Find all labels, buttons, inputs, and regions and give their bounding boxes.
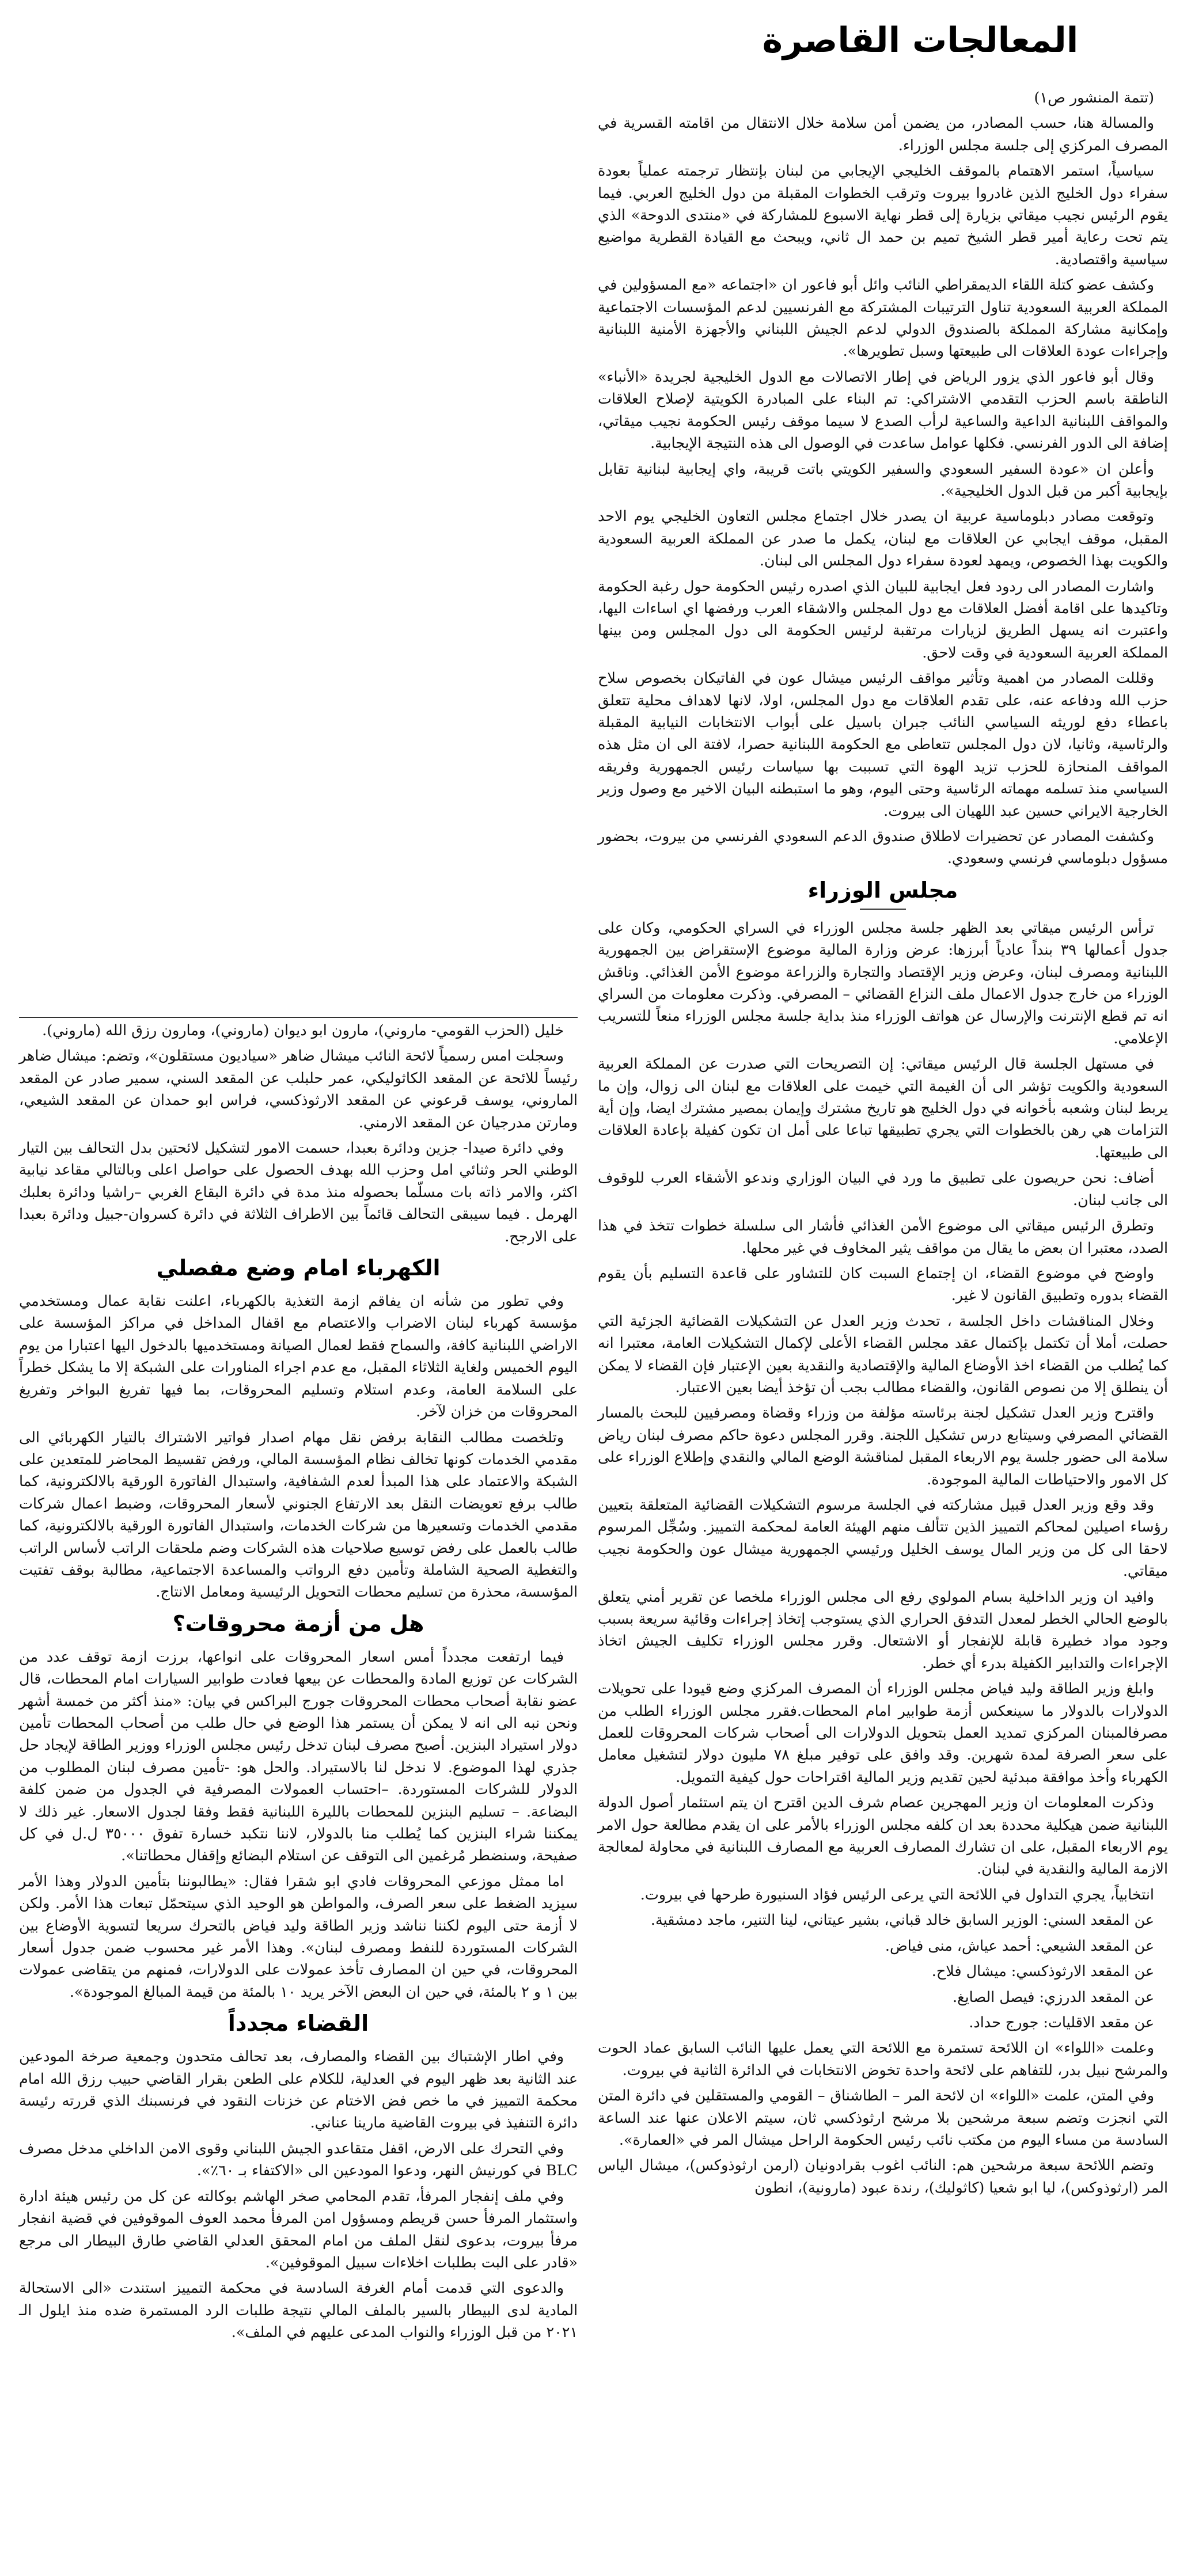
article-paragraph: وقال أبو فاعور الذي يزور الرياض في إطار الاتصالات مع الدول الخليجية لجريدة «الأنباء» الناطقة باسم الحزب التقدمي الاشتراكي: تم البناء على المبادرة الكويتية لإصلاح العلاقات والمواقف اللبنانية الداعية والساعية لرأب الصدع لا سيما موقف رئيس الحكومة نجيب ميقاتي، إضافة الى الدور الفرنسي. فكلها عوامل ساعدت في الوصول الى هذه النتيجة الإيجابية. bbox=[598, 367, 1168, 452]
article-paragraph: وفي ملف إنفجار المرفأ، تقدم المحامي صخر الهاشم بوكالته عن كل من رئيس هيئة ادارة واستثمار المرفأ حسن قريطم ومسؤول امن المرفأ محمد العوف الموقوفين في قضية انفجار مرفأ بيروت، بدعوى لنقل الملف من امام المحقق العدلي القاضي طارق البيطار الى مرجع «قادر على البت بطلبات اخلاءات سبيل الموقوفين». bbox=[19, 2187, 578, 2271]
article-paragraph: وكشف عضو كتلة اللقاء الديمقراطي النائب وائل أبو فاعور ان «اجتماعه «مع المسؤولين في المملكة العربية السعودية تناول الترتيبات المشتركة مع الفرنسيين لدعم المؤسسات الاجتماعية وإمكانية مشاركة المملكة بالصندوق الدولي لدعم الجيش اللبناني والأجهزة الأمنية اللبنانية وإجراءات عودة العلاقات الى طبيعتها وسبل تطويرها». bbox=[598, 276, 1168, 360]
article-paragraph: خليل (الحزب القومي- ماروني)، مارون ابو ديوان (ماروني)، ومارون رزق الله (ماروني). bbox=[42, 1021, 564, 1039]
article-paragraph: وسجلت امس رسمياً لائحة النائب ميشال ضاهر «سياديون مستقلون»، وتضم: ميشال ضاهر رئيساً للائحة عن المقعد الكاثوليكي، عمر حلبلب عن المقعد السني، سمير صادر عن المقعد الماروني، يوسف قرعوني عن المقعد الارثوذكسي، فراس ابو حمدان عن المقعد الشيعي، ومارتن مدرجيان عن المقعد الارمني. bbox=[19, 1047, 578, 1131]
article-paragraph: عن مقعد الاقليات: جورج حداد. bbox=[969, 2013, 1154, 2031]
section-heading: القضاء مجدداً bbox=[227, 2011, 369, 2037]
section-heading: مجلس الوزراء bbox=[598, 875, 1168, 910]
article-paragraph: وفي دائرة صيدا- جزين ودائرة بعبدا، حسمت الامور لتشكيل لائحتين بدل التحالف بين التيار الوطني الحر وثنائي امل وحزب الله بهدف الحصول على حواصل اعلى وبالتالي مقاعد نيابية اكثر، والامر ذاته بات مسلّما بحصوله منذ مدة في دائرة البقاع الغربي –راشيا ودائرة بعلبك الهرمل . فيما سيبقى التحالف قائماً بين الاطراف الثلاثة في دائرة كسروان-جبيل ودائرة بعبدا على الارجح. bbox=[19, 1139, 578, 1245]
article-paragraph: واوضح في موضوع القضاء، ان إجتماع السبت كان للتشاور على قاعدة التسليم بأن يقوم القضاء بدوره وتطبيق القانون لا غير. bbox=[598, 1264, 1168, 1304]
article-headline: المعالجات القاصرة bbox=[762, 20, 1079, 60]
article-paragraph: عن المقعد الارثوذكسي: ميشال فلاح. bbox=[931, 1962, 1154, 1980]
article-paragraph: وتوقعت مصادر دبلوماسية عربية ان يصدر خلال اجتماع مجلس التعاون الخليجي يوم الاحد المقبل، موقف ايجابي عن العلاقات مع لبنان، يكمل ما صدر عن المملكة العربية السعودية والكويت بهذا الخصوص، ويمهد لعودة سفراء دول المجلس الى لبنان. bbox=[598, 507, 1168, 569]
section-heading: الكهرباء امام وضع مفصلي bbox=[156, 1255, 441, 1281]
article-paragraph: وأعلن ان «عودة السفير السعودي والسفير الكويتي باتت قريبة، واي إيجابية لبنانية تقابل بإيجابية أكبر من قبل الدول الخليجية». bbox=[598, 459, 1168, 499]
article-paragraph: والمسالة هنا، حسب المصادر، من يضمن أمن سلامة خلال الانتقال من اقامته القسرية في المصرف المركزي إلى جلسة مجلس الوزراء. bbox=[598, 114, 1168, 154]
article-paragraph: وفي المتن، علمت «اللواء» ان لائحة المر – الطاشناق – القومي والمستقلين في دائرة المتن التي انجزت وتضم سبعة مرشحين بلا مرشح ارثوذكسي ثان، سيتم الاعلان عنها عند الساعة السادسة من مساء اليوم من مكتب نائب رئيس الحكومة الراحل ميشال المر في «العمارة». bbox=[598, 2087, 1168, 2148]
article-paragraph: وابلغ وزير الطاقة وليد فياض مجلس الوزراء أن المصرف المركزي وضع قيودا على تحويلات الدولارات بالدولار ما سينعكس أزمة طوابير امام المحطات.فقرر مجلس الوزراء الطلب من مصرفالمبنان المركزي تمديد العمل بتحويل الدولارات الى أصحاب شركات المحروقات للعمل على سعر الصرفة لمدة شهرين. وقد وافق على توفير مبلغ ٧٨ مليون دولار لتشغيل معامل الكهرباء وأخذ موافقة مبدئية لحين تقديم وزير المالية اقتراحات حول كيفية التمويل. bbox=[598, 1680, 1168, 1785]
article-paragraph: وعلمت «اللواء» ان اللائحة تستمرة مع اللائحة التي يعمل عليها النائب السابق عماد الحوت والمرشح نبيل بدر، للتفاهم على لائحة واحدة تخوض الانتخابات في الدائرة الثانية في بيروت. bbox=[598, 2039, 1168, 2079]
article-paragraph: وتطرق الرئيس ميقاتي الى موضوع الأمن الغذائي فأشار الى سلسلة خطوات تتخذ في هذا الصدد، معتبرا ان بعض ما يقال من مواقف يثير المخاوف في غير محلها. bbox=[598, 1217, 1168, 1256]
article-paragraph: وفي التحرك على الارض، اقفل متقاعدو الجيش اللبناني وقوى الامن الداخلي مدخل مصرف BLC في كورنيش النهر، ودعوا المودعين الى «الاكتفاء بـ ٦٠٪». bbox=[19, 2139, 578, 2179]
column-separator-rule bbox=[19, 1017, 578, 1018]
article-paragraph: أضاف: نحن حريصون على تطبيق ما ورد في البيان الوزاري وندعو الأشقاء العرب للوقوف الى جانب لبنان. bbox=[598, 1169, 1168, 1209]
article-paragraph: فيما ارتفعت مجدداً أمس اسعار المحروقات على انواعها، برزت ازمة توقف عدد من الشركات عن توزيع المادة والمحطات عن بيعها فعادت طوابير السيارات امام المحطات، قال عضو نقابة أصحاب محطات المحروقات جورج البراكس في بيان: «منذ أكثر من خمسة أشهر ونحن نبه الى انه لا يمكن أن يستمر هذا الوضع في حال طلب من أصحاب المحطات تأمين دولار استيراد البنزين. أصبح مصرف لبنان تدخل رئيس مجلس الوزراء ووزير الطاقة لإيجاد حل جذري لهذا الموضوع. لا ندخل لنا بالاستيراد. والحل هو: -تأمين مصرف لبنان المطلوب من الدولار للشركات المستوردة. –احتساب العمولات المصرفية في الجدول من ضمن كلفة البضاعة. – تسليم البنزين للمحطات بالليرة اللبنانية فقط وفقا لجدول الاسعار. غير ذلك لا يمكننا شراء البنزين كما يُطلب منا بالدولار، لاننا نتكبد خسارة تفوق ٣٥٠٠٠ ل.ل في كل صفيحة، وسنضطر مُرغمين الى التوقف عن استلام البضائع وإقفال محطاتنا». bbox=[19, 1647, 578, 1864]
article-paragraph: وذكرت المعلومات ان وزير المهجرين عصام شرف الدين اقترح ان يتم استئمار أصول الدولة اللبنانية ضمن هيكلية محددة بعد ان كلفه مجلس الوزراء بالأمر على ان يقدم مطالعة حول الامر يوم الاربعاء المقبل، على ان تشارك المصارف العربية مع المصارف اللبنانية في محاولة لمعالجة الازمة المالية والنقدية في لبنان. bbox=[598, 1794, 1168, 1878]
article-paragraph: وكشفت المصادر عن تحضيرات لاطلاق صندوق الدعم السعودي الفرنسي من بيروت، بحضور مسؤول دبلوماسي فرنسي وسعودي. bbox=[598, 827, 1168, 867]
article-paragraph: انتخابياً، يجري التداول في اللائحة التي يرعى الرئيس فؤاد السنيورة طرحها في بيروت. bbox=[640, 1885, 1154, 1903]
article-paragraph: وتلخصت مطالب النقابة برفض نقل مهام اصدار فواتير الاشتراك بالتيار الكهربائي الى مقدمي الخدمات كونها تخالف نظام المؤسسة المالي، ورفض تقسيط المحاضر للمتعدين على الشبكة والاعتماد على هذا المبدأ لعدم الشفافية، واستبدال الفاتورة الورقية بالالكترونية، كما طالب برفع تعويضات النقل بعد الارتفاع الجنوني لأسعار المحروقات، وضبط اعمال شركات مقدمي الخدمات وتسعيرها من شركات الخدمات، واستبدال الفاتورة الورقية بالالكترونية، كما طالب بالعمل على رفض توسيع صلاحيات هذه الشركات وضم ملحقات الراتب لأساس الراتب والتغطية الصحية الشاملة وتأمين دفع الرواتب والمساعدة الاجتماعية، مطالبة بوقف تفتيت المؤسسة، محذرة من تسليم محطات التحويل الرئيسية ومعامل الانتاج. bbox=[19, 1428, 578, 1601]
article-paragraph: وفي تطور من شأنه ان يفاقم ازمة التغذية بالكهرباء، اعلنت نقابة عمال ومستخدمي مؤسسة كهرباء لبنان الاضراب والاعتصام مع اقفال المداخل في مراكز المؤسسة على الاراضي اللبنانية كافة، والسماح فقط لعمال الصيانة ومستخدميها بالدخول اليها اعتبارا من يوم اليوم الخميس ولغاية الثلاثاء المقبل، مع عدم اجراء المناورات على الشبكة إلا ما يشكل خطراً على السلامة العامة، وعدم استلام وتسليم المحروقات، بما فيها تفريغ البواخر وتفريغ المحروقات من خزان لآخر. bbox=[19, 1292, 578, 1420]
article-paragraph: وخلال المناقشات داخل الجلسة ، تحدث وزير العدل عن التشكيلات القضائية الجزئية التي حصلت، أملا أن تكتمل بإكتمال عقد مجلس القضاء الأعلى لإكمال التشكيلات العامة، معتبرا انه كما يُطلب من القضاء اخذ الأوضاع المالية والإقتصادية والنقدية بعين الإعتبار فإن القضاء لا يمكن أن ينطلق إلا من نصوص القانون، والقضاء مطالب بجب أن تؤخذ أيضا بعين الاعتبار. bbox=[598, 1312, 1168, 1396]
right-column bbox=[598, 86, 1168, 2202]
article-paragraph: سياسياً، استمر الاهتمام بالموقف الخليجي الإيجابي من لبنان بإنتظار ترجمته عملياً بعودة سفراء دول الخليج الذين غادروا بيروت وترقب الخطوات المقبلة من دول الخليج العربي. فيما يقوم الرئيس نجيب ميقاتي بزيارة إلى قطر نهاية الاسبوع للمشاركة في «منتدى الدوحة» الذي يتم تحت رعاية أمير قطر الشيخ تميم بن حمد ال ثاني، ويبحث مع القيادة القطرية مواضيع سياسية واقتصادية. bbox=[598, 162, 1168, 268]
article-paragraph: اما ممثل موزعي المحروقات فادي ابو شقرا فقال: «يطالبوننا بتأمين الدولار وهذا الأمر سيزيد الضغط على سعر الصرف، والمواطن هو الوحيد الذي سيتحمّل تبعات هذا الأمر. ولكن لا أزمة حتى اليوم لكننا نناشد وزير الطاقة وليد فياض بالتحرك سريعا لتسوية الأوضاع بين الشركات المستوردة للنفط ومصرف لبنان». وهذا الأمر غير محسوب ضمن جدول أسعار المحروقات، في حين ان المصارف تأخذ عمولات على الدولارات، فمنهم من يتقاضى عمولات بين ١ و ٢ بالمئة، في حين ان البعض الآخر يريد ١٠ بالمئة من قيمة المبالغ الموجودة». bbox=[19, 1872, 578, 2000]
article-paragraph: عن المقعد الدرزي: فيصل الصايغ. bbox=[953, 1988, 1154, 2005]
article-paragraph: عن المقعد السني: الوزير السابق خالد قباني، بشير عيتاني، لينا التنير، ماجد دمشقية. bbox=[650, 1911, 1154, 1929]
article-paragraph: واشارت المصادر الى ردود فعل ايجابية للبيان الذي اصدره رئيس الحكومة حول رغبة الحكومة وتاكيدها على اقامة أفضل العلاقات مع دول المجلس والاشقاء العرب ورفضها اي اساءات اليها، واعتبرت انه يسهل الطريق لزيارات مرتقبة لرئيس الحكومة الى دول المجلس ومن بينها المملكة العربية السعودية في وقت لاحق. bbox=[598, 577, 1168, 661]
heading-underline bbox=[860, 909, 906, 910]
article-paragraph: في مستهل الجلسة قال الرئيس ميقاتي: إن التصريحات التي صدرت عن المملكة العربية السعودية والكويت تؤشر الى أن الغيمة التي خيمت على العلاقات مع لبنان الى زوال، وإن ما يربط لبنان وشعبه بأخوانه في دول الخليج هو تاريخ مشترك وإيمان بمصير مشترك ايضا، وإن أية التزامات هي رهن بالخطوات التي يجري تطبيقها تباعا على أمل ان تكون كفيلة بإعادة العلاقات الى طبيعتها. bbox=[598, 1055, 1168, 1161]
article-paragraph: (تتمة المنشور ص١) bbox=[1034, 89, 1154, 106]
article-paragraph: عن المقعد الشيعي: أحمد عياش، منى فياض. bbox=[885, 1936, 1154, 1954]
article-paragraph: وتضم اللائحة سبعة مرشحين هم: النائب اغوب بقرادونيان (ارمن ارثوذوكس)، ميشال الياس المر (ارثوذوكس)، ليا ابو شعيا (كاثوليك)، رندة عبود (مارونية)، انطون bbox=[598, 2156, 1168, 2196]
article-paragraph: وافيد ان وزير الداخلية بسام المولوي رفع الى مجلس الوزراء ملخصا عن تقرير أمني يتعلق بالوضع الحالي الخطر لمعدل التدفق الحراري الذي يستوجب إتخاذ إجراءات وقائية سريعة بسبب وجود مواد خطيرة قابلة للإنفجار أو الاشتعال. وقرر مجلس الوزراء تكليف الجيش اتخاذ الإجراءات والتدابير الكفيلة بدرء أي خطر. bbox=[598, 1587, 1168, 1671]
article-paragraph: وقللت المصادر من اهمية وتأثير مواقف الرئيس ميشال عون في الفاتيكان بخصوص سلاح حزب الله ودفاعه عنه، على تقدم العلاقات مع دول المجلس، اولا، لانها لاهداف محلية تتعلق باعطاء دفع لوريثه السياسي النائب جبران باسيل على أبواب الانتخابات النيابية المقبلة والرئاسية، وثانيا، لان دول المجلس تتعاطى مع الحكومة اللبنانية حصرا، لافتة الى ان مثل هذه المواقف المنحازة للحزب تزيد الهوة التي تسببت بها سياسات رئيس الجمهورية وفريقه السياسي منذ تسلمه مهماته الرئاسية وحتى اليوم، وهو ما استبطنه البيان الاخير مع وصول وزير الخارجية الايراني حسين عبد اللهيان الى بيروت. bbox=[598, 669, 1168, 819]
article-paragraph: والدعوى التي قدمت أمام الغرفة السادسة في محكمة التمييز استندت «الى الاستحالة المادية لدى البيطار بالسير بالملف المالي نتيجة طلبات الرد المستمرة ضده منذ ايلول الـ ٢٠٢١ من قبل الوزراء والنواب المدعى عليهم في الملف». bbox=[19, 2279, 578, 2341]
left-column bbox=[19, 1019, 578, 2347]
article-paragraph: واقترح وزير العدل تشكيل لجنة برئاسته مؤلفة من وزراء وقضاة ومصرفيين للبحث بالمسار القضائي المصرفي وسيتابع درس تشكيل اللجنة. وقرر المجلس دعوة حاكم مصرف لبنان رياض سلامة الى حضور جلسة يوم الاربعاء المقبل لمناقشة الوضع المالي والنقدي وإطلاع الوزراء على كل الامور والاحتياطات المالية الموجودة. bbox=[598, 1404, 1168, 1488]
article-paragraph: وقد وقع وزير العدل قبيل مشاركته في الجلسة مرسوم التشكيلات القضائية المتعلقة بتعيين رؤساء اصيلين لمحاكم التمييز الذين تتألف منهم الهيئة العامة لمحكمة التمييز. وسُجِّل المرسوم لاحقا الى كل من وزير المال يوسف الخليل ورئيسي الجمهورية ميشال عون والحكومة نجيب ميقاتي. bbox=[598, 1495, 1168, 1580]
article-paragraph: وفي اطار الإشتباك بين القضاء والمصارف، بعد تحالف متحدون وجمعية صرخة المودعين عند الثانية بعد ظهر اليوم في العدلية، للكلام على الطعن بقرار القاضي حبيب رزق الله امام محكمة التمييز في ما خص فض الاختام عن خزنات النقود في فرنسبنك الذي قررته رئيسة دائرة التنفيذ في بيروت القاضية مارينا عناني. bbox=[19, 2047, 578, 2132]
article-paragraph: ترأس الرئيس ميقاتي بعد الظهر جلسة مجلس الوزراء في السراي الحكومي، وكان على جدول أعمالها ٣٩ بنداً عادياً أبرزها: عرض وزارة المالية موضوع الإستقراض بين الجمهورية اللبنانية ومصرف لبنان، وعرض وزير الإقتصاد والتجارة والزراعة موضوع الأمن الغذائي. وناقش الوزراء من خارج جدول الاعمال ملف النزاع القضائي – المصرفي. وذكرت معلومات من السراي انه تم قطع الإنترنت والإرسال عن هواتف الوزراء منذ بداية جلسة مجلس الوزراء منعاً للتسريب الإعلامي. bbox=[598, 918, 1169, 1047]
section-heading: هل من أزمة محروقات؟ bbox=[172, 1610, 424, 1636]
